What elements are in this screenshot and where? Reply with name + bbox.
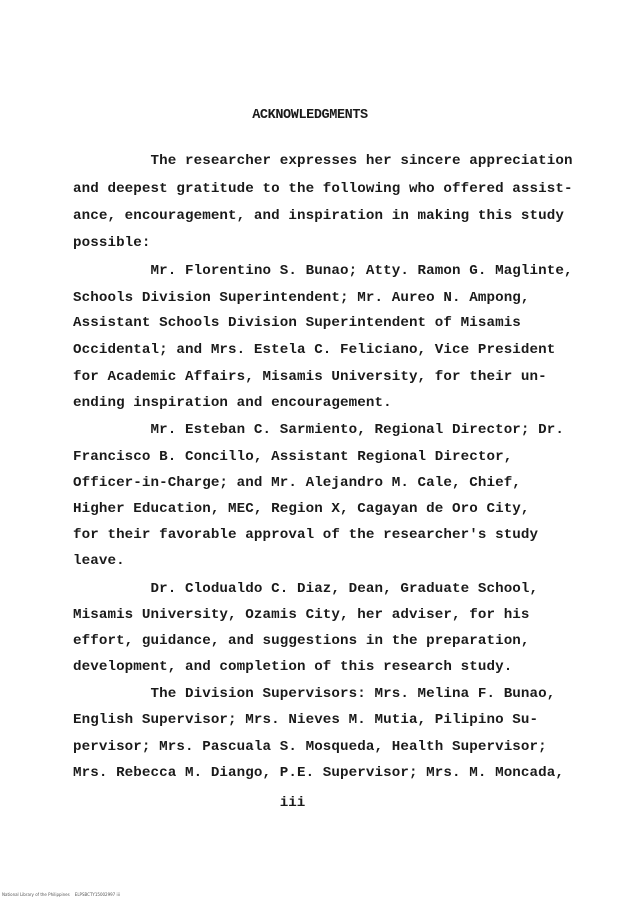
paragraph-line: Schools Division Superintendent; Mr. Aureo N. Ampong, [73,290,530,306]
paragraph-line: The Division Supervisors: Mrs. Melina F. Bunao, [73,686,556,702]
paragraph-line: Officer-in-Charge; and Mr. Alejandro M. Cale, Chief, [73,475,521,491]
paragraph-line: Occidental; and Mrs. Estela C. Feliciano, Vice President [73,342,556,358]
paragraph-line: Misamis University, Ozamis City, her adviser, for his [73,607,530,623]
paragraph-line: Higher Education, MEC, Region X, Cagayan de Oro City, [73,501,530,517]
page-title: ACKNOWLEDGMENTS [252,108,368,123]
paragraph-line: leave. [73,553,125,569]
paragraph-line: pervisor; Mrs. Pascuala S. Mosqueda, Health Supervisor; [73,739,547,755]
paragraph-line: The researcher expresses her sincere appreciation [73,153,573,169]
paragraph-line: Assistant Schools Division Superintendent of Misamis [73,315,521,331]
paragraph-line: and deepest gratitude to the following who offered assist- [73,181,573,197]
paragraph-line: Francisco B. Concillo, Assistant Regional Director, [73,449,513,465]
paragraph-line: for Academic Affairs, Misamis University, for their un- [73,369,547,385]
paragraph-line: ending inspiration and encouragement. [73,395,392,411]
paragraph-line: for their favorable approval of the researcher's study [73,527,539,543]
page-number: iii [279,795,306,811]
paragraph-line: Mrs. Rebecca M. Diango, P.E. Supervisor; Mrs. M. Moncada, [73,765,564,781]
paragraph-line: English Supervisor; Mrs. Nieves M. Mutia, Pilipino Su- [73,712,539,728]
paragraph-line: ance, encouragement, and inspiration in making this study [73,208,564,224]
archive-footer: National Library of the Philippines ELPSBCTY15002997 iii [2,892,120,897]
paragraph-line: Dr. Clodualdo C. Diaz, Dean, Graduate School, [73,581,539,597]
paragraph-line: development, and completion of this research study. [73,659,513,675]
paragraph-line: Mr. Florentino S. Bunao; Atty. Ramon G. Maglinte, [73,263,573,279]
paragraph-line: possible: [73,235,151,251]
paragraph-line: effort, guidance, and suggestions in the preparation, [73,633,530,649]
paragraph-line: Mr. Esteban C. Sarmiento, Regional Director; Dr. [73,422,564,438]
